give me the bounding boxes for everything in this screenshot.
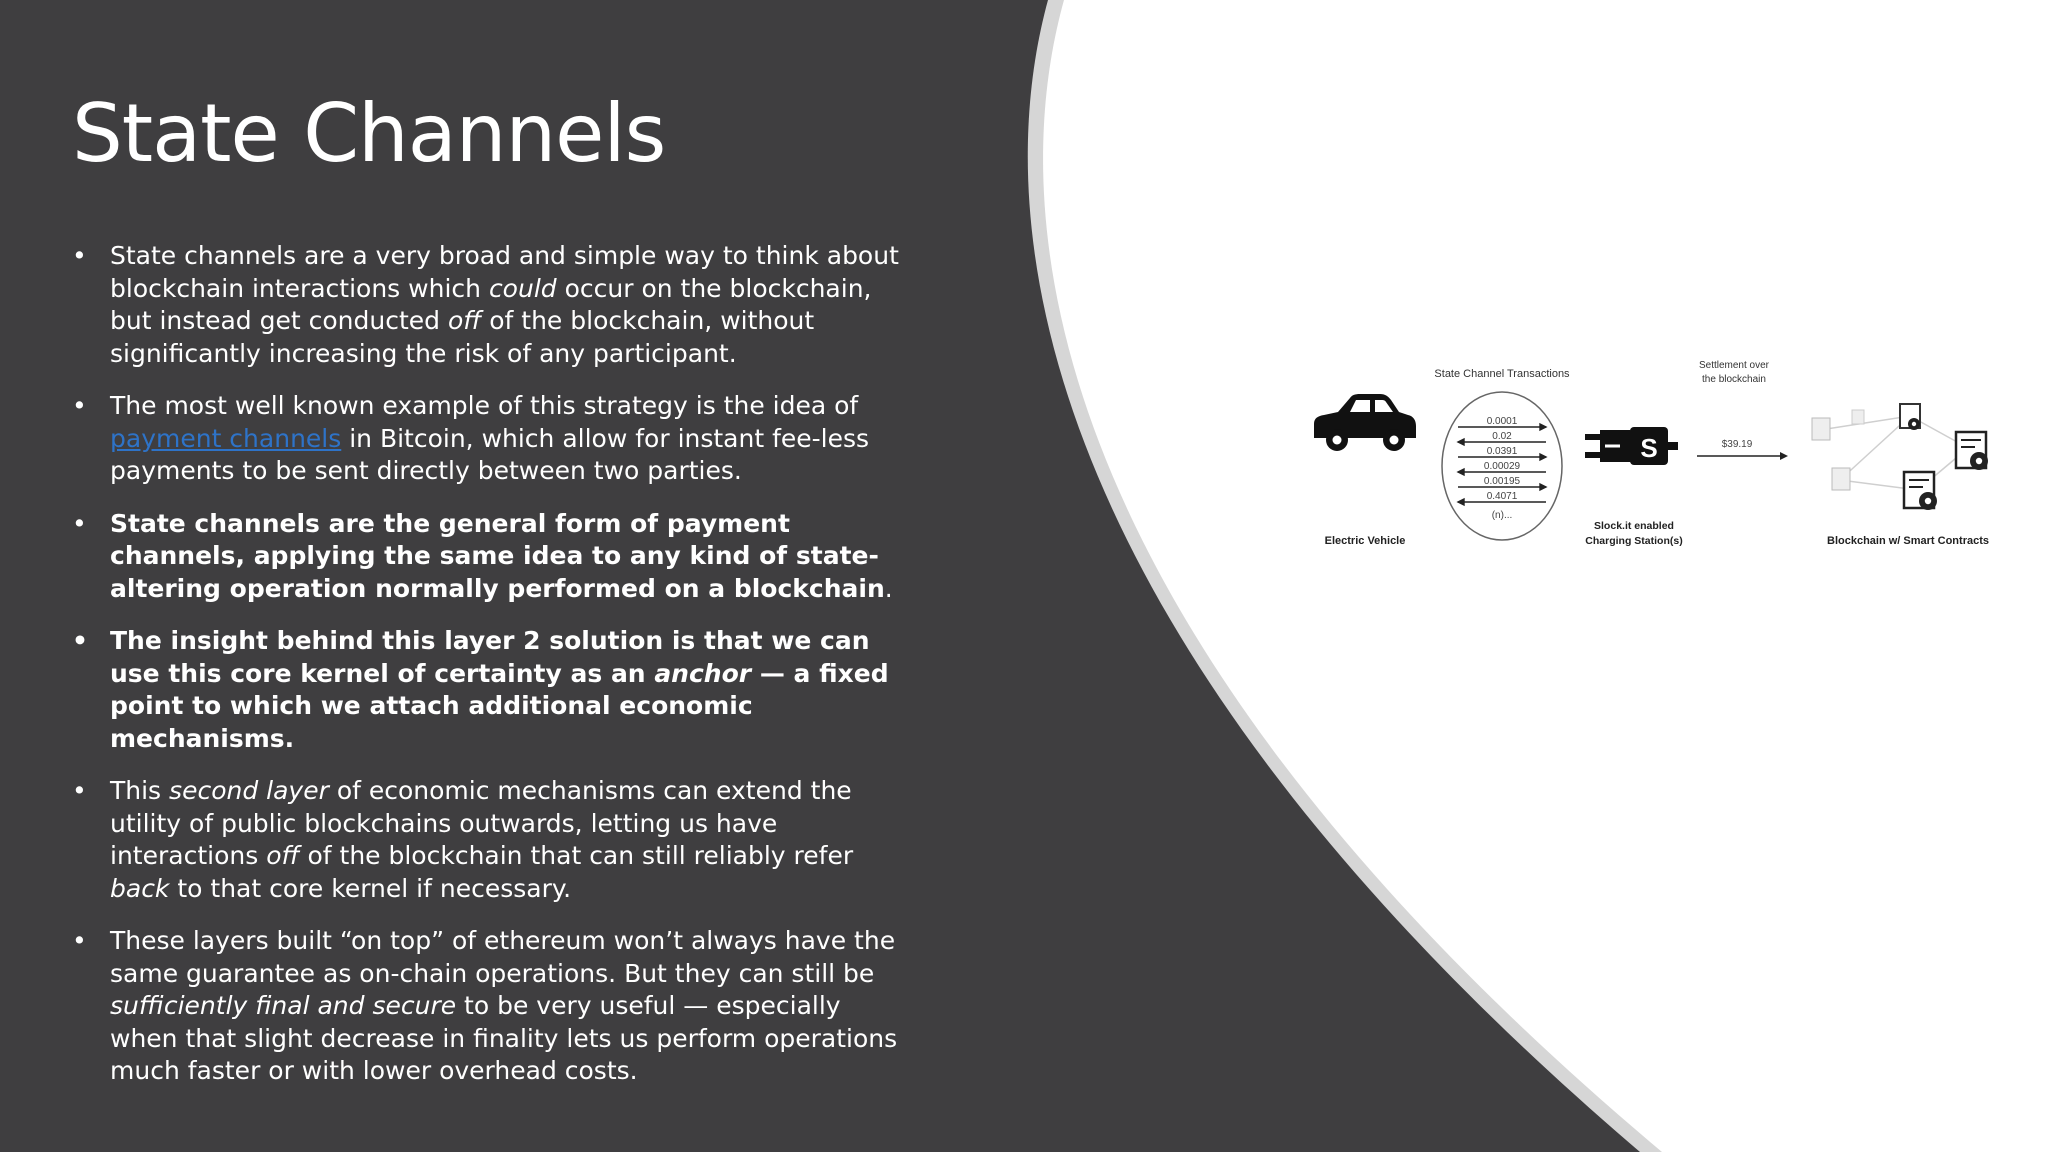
bullet-item: • The insight behind this layer 2 solution is that we can use this core kernel of certainty as an anchor — a fixed point to which we attach additional economic mechanisms. <box>72 625 912 755</box>
settlement-amount: $39.19 <box>1721 439 1753 450</box>
car-icon <box>1314 394 1416 451</box>
svg-text:S: S <box>1640 433 1658 463</box>
settlement-label-2: the blockchain <box>1702 374 1766 385</box>
bullet-item: • These layers built “on top” of ethereum won’t always have the same guarantee as on-chain operations. But they can still be sufficiently final and secure to be very useful — especially when that slight decrease in finality lets us perform operations much faster or with lower overhead costs. <box>72 925 912 1088</box>
plug-icon <box>1585 427 1678 465</box>
slide-title: State Channels <box>72 87 666 180</box>
station-label-2: Charging Station(s) <box>1585 535 1683 547</box>
station-label-1: Slock.it enabled <box>1594 520 1674 532</box>
bullet-item: • State channels are the general form of payment channels, applying the same idea to any kind of state-altering operation normally performed on a blockchain. <box>72 508 912 606</box>
bullet-item: • State channels are a very broad and simple way to think about blockchain interactions which could occur on the blockchain, but instead get conducted off of the blockchain, without significantly increasing the risk of any participant. <box>72 240 912 370</box>
transaction-value: 0.4071 <box>1486 491 1518 502</box>
settlement-arrow <box>1697 452 1788 460</box>
transaction-value: (n)... <box>1491 510 1513 521</box>
state-channel-label: State Channel Transactions <box>1434 368 1570 380</box>
settlement-label-1: Settlement over <box>1698 360 1770 371</box>
payment-channels-link[interactable]: payment channels <box>110 423 342 453</box>
blockchain-label: Blockchain w/ Smart Contracts <box>1827 535 1989 547</box>
transaction-value: 0.02 <box>1492 431 1512 442</box>
vehicle-label: Electric Vehicle <box>1324 535 1406 547</box>
transaction-value: 0.0001 <box>1486 416 1518 427</box>
transaction-value: 0.00195 <box>1483 476 1521 487</box>
state-channel-diagram <box>1300 350 2020 560</box>
bullet-item: • The most well known example of this strategy is the idea of payment channels in Bitcoin, which allow for instant fee-less payments to be sent directly between two parties. <box>72 390 912 488</box>
transaction-value: 0.00029 <box>1483 461 1521 472</box>
contract-gear-icon <box>1812 404 1988 510</box>
bullet-item: • This second layer of economic mechanisms can extend the utility of public blockchains outwards, letting us have interactions off of the blockchain that can still reliably refer back to that core kernel if necessary. <box>72 775 912 905</box>
bullet-list <box>72 240 912 1108</box>
white-panel-arc <box>1043 0 2048 1152</box>
transaction-value: 0.0391 <box>1486 446 1518 457</box>
